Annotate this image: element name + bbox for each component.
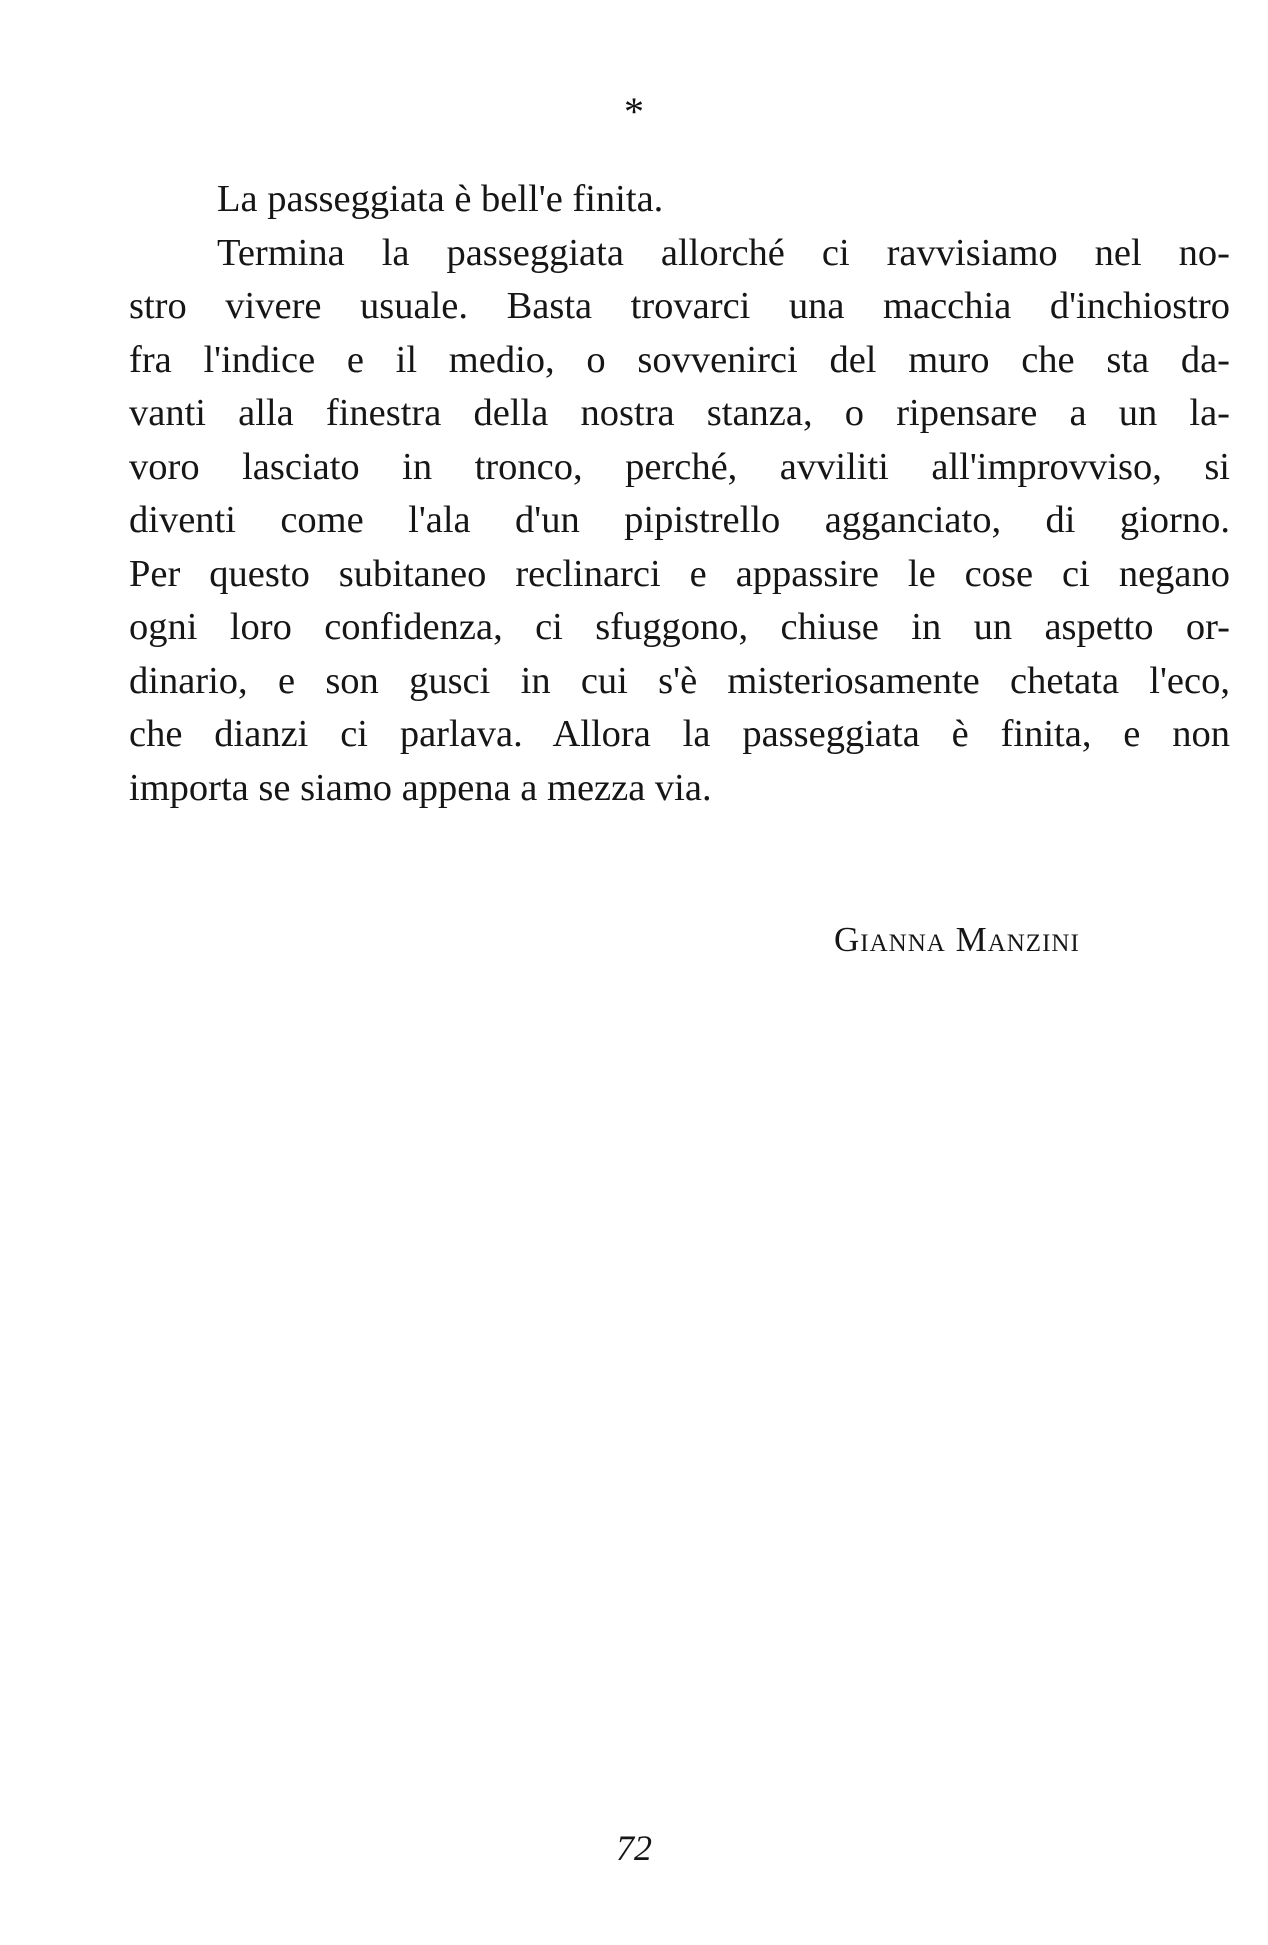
body-text [129,173,1230,815]
page-number: 72 [616,1828,652,1868]
text-line: dinario, e son gusci in cui s'è misteriosamente chetata l'eco, [129,659,1230,702]
text-line: importa se siamo appena a mezza via. [129,766,712,809]
text-line: Per questo subitaneo reclinarci e appassire le cose ci negano [129,552,1230,595]
author-signature: Gianna Manzini [834,920,1080,959]
text-line: ogni loro confidenza, ci sfuggono, chiuse in un aspetto or- [129,606,1230,648]
text-line: La passeggiata è bell'e finita. [217,178,664,220]
text-line: che dianzi ci parlava. Allora la passeggiata è finita, e non [129,713,1230,755]
text-line: diventi come l'ala d'un pipistrello agganciato, di giorno. [129,499,1230,541]
text-line: voro lasciato in tronco, perché, avviliti all'improvviso, si [129,445,1230,488]
text-line: vanti alla finestra della nostra stanza, o ripensare a un la- [129,392,1230,434]
text-line: fra l'indice e il medio, o sovvenirci del muro che sta da- [129,338,1230,381]
text-line: Termina la passeggiata allorché ci ravvisiamo nel no- [217,231,1230,274]
text-line: stro vivere usuale. Basta trovarci una macchia d'inchiostro [129,285,1230,327]
section-asterisk: * [624,89,644,134]
